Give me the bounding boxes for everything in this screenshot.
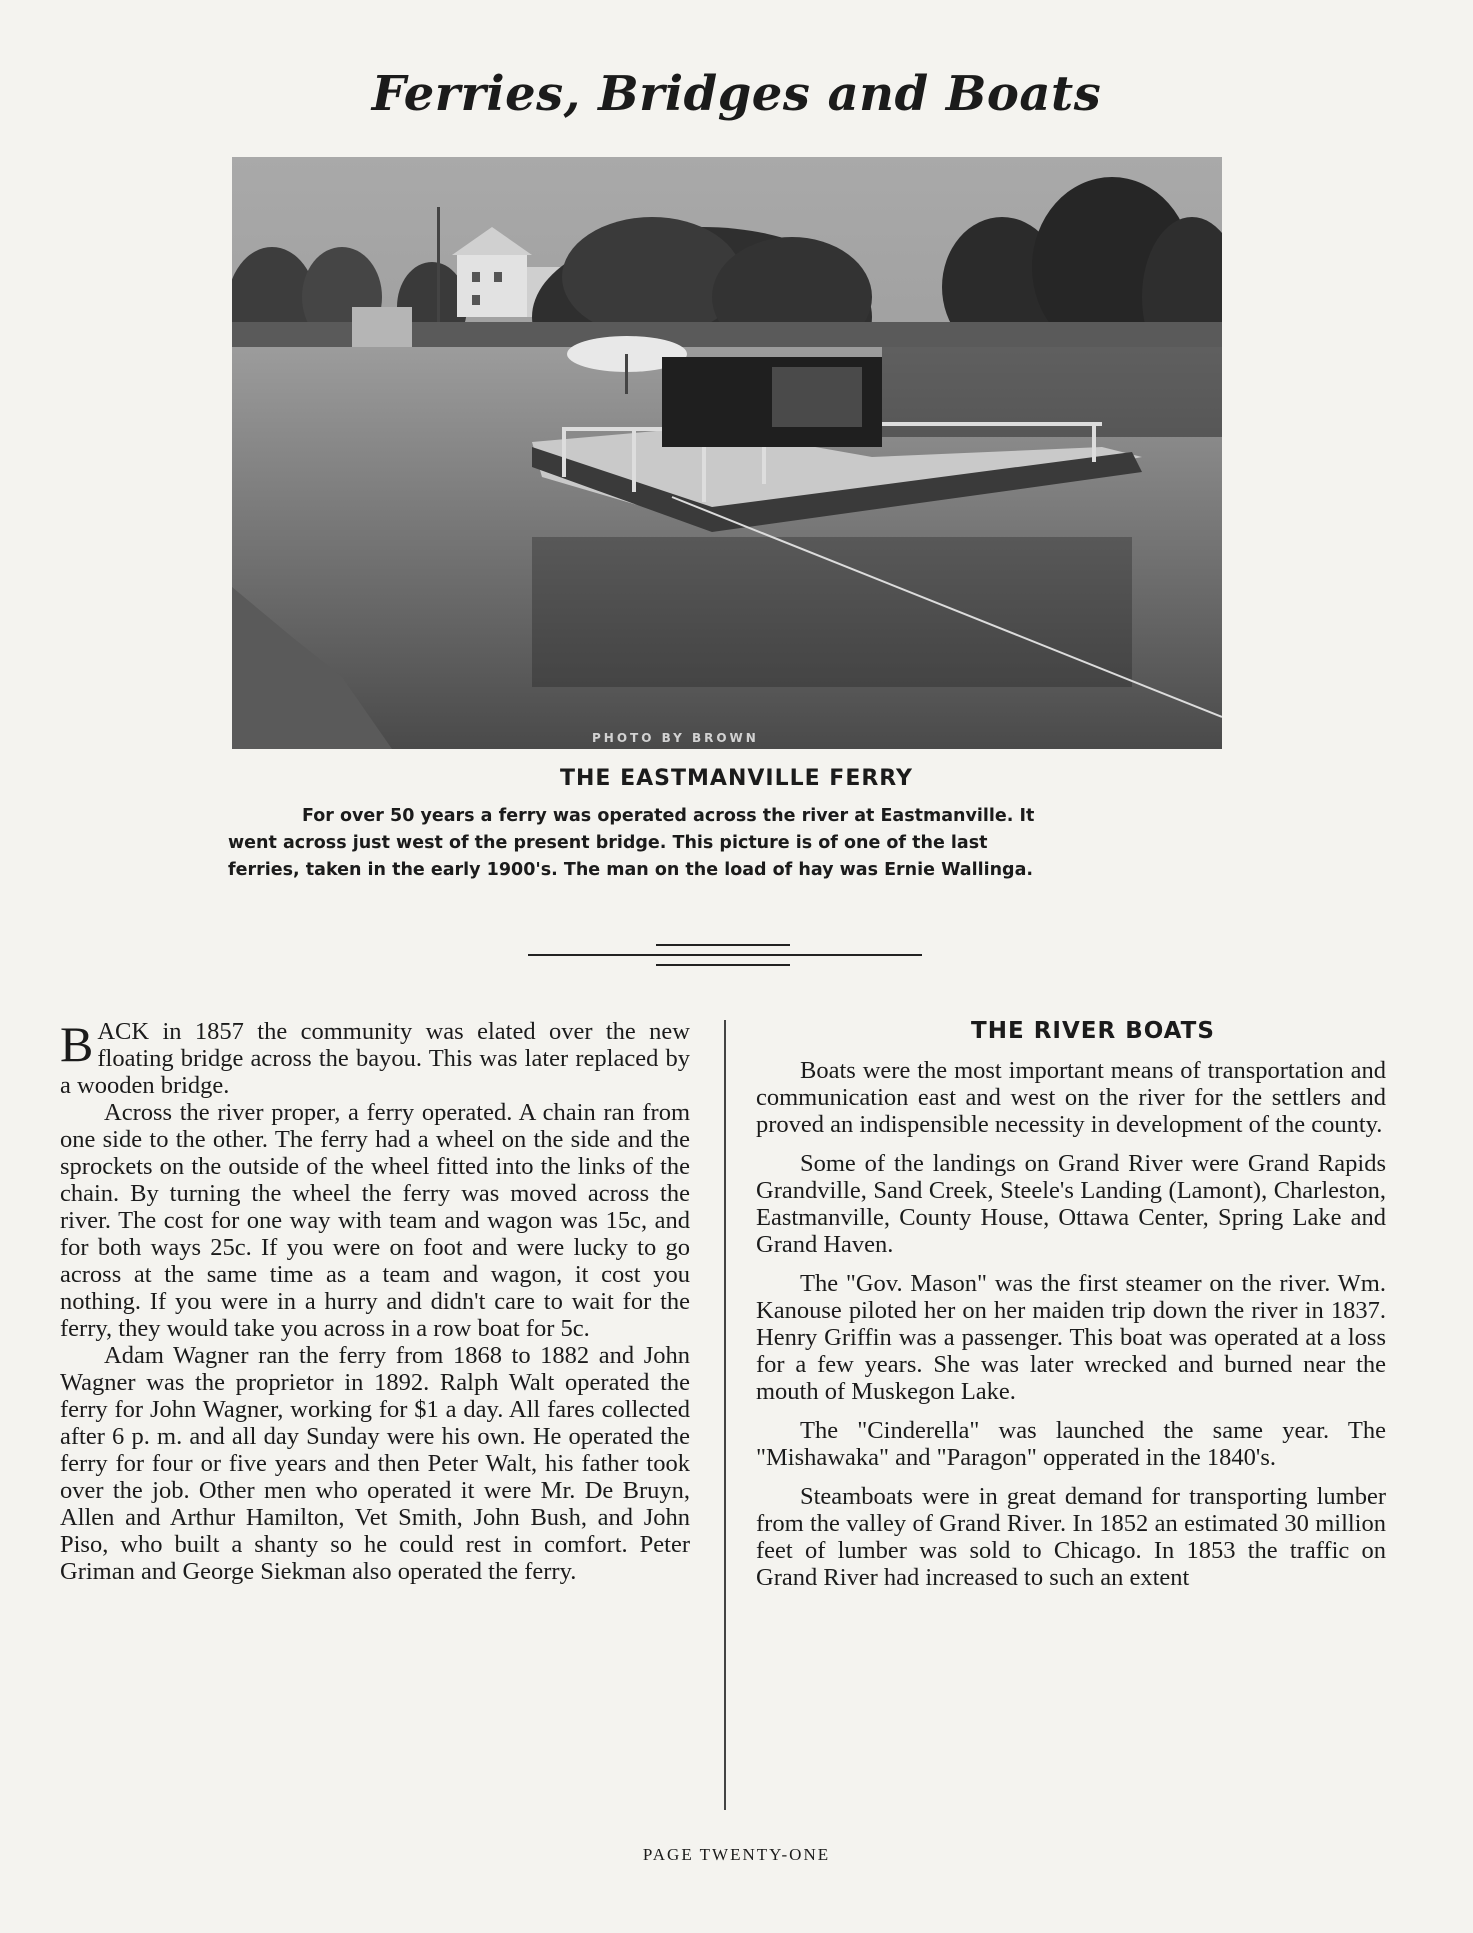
section-heading: THE RIVER BOATS (971, 1018, 1215, 1044)
paragraph: Some of the landings on Grand River were Grand Rapids Grandville, Sand Creek, Steele's Landing (Lamont), Charleston, Eastmanville, County House, Ottawa Center, Spring Lake and Grand Haven. (756, 1150, 1386, 1258)
column-rule (724, 1020, 726, 1810)
divider-line (656, 964, 790, 966)
paragraph: Steamboats were in great demand for transporting lumber from the valley of Grand River. In 1852 an estimated 30 million feet of lumber was sold to Chicago. In 1853 the traffic on Grand River had increased to such an extent (756, 1483, 1386, 1591)
paragraph: Boats were the most important means of transportation and communication east and west on the river for the settlers and proved an indispensible necessity in development of the county. (756, 1057, 1386, 1138)
photo-credit: PHOTO BY BROWN (592, 731, 759, 745)
drop-cap: B (60, 1016, 94, 1072)
paragraph: The "Gov. Mason" was the first steamer on the river. Wm. Kanouse piloted her on her maiden trip down the river in 1837. Henry Griffin was a passenger. This boat was operated at a loss for a few years. She was later wrecked and burned near the mouth of Muskegon Lake. (756, 1270, 1386, 1405)
page-title: Ferries, Bridges and Boats (371, 66, 1102, 122)
right-column (756, 1018, 1386, 1603)
caption-line: For over 50 years a ferry was operated across the river at Eastmanville. It (302, 806, 1035, 826)
caption-line: ferries, taken in the early 1900's. The man on the load of hay was Ernie Wallinga. (228, 860, 1034, 880)
divider-line (528, 954, 922, 956)
divider-line (656, 944, 790, 946)
page-number: PAGE TWENTY-ONE (642, 1845, 831, 1864)
paragraph: BACK in 1857 the community was elated over the new floating bridge across the bayou. This was later replaced by a wooden bridge. (60, 1016, 690, 1099)
paragraph: The "Cinderella" was launched the same year. The "Mishawaka" and "Paragon" opperated in the 1840's. (756, 1417, 1386, 1471)
ferry-photo (232, 157, 1222, 749)
photo-caption (228, 803, 1224, 884)
left-column (60, 1018, 690, 1585)
photo-caption-title: THE EASTMANVILLE FERRY (560, 766, 913, 791)
paragraph: Adam Wagner ran the ferry from 1868 to 1882 and John Wagner was the proprietor in 1892. Ralph Walt operated the ferry for John Wagner, working for $1 a day. All fares collected after 6 p. m. and all day Sunday were his own. He operated the ferry for four or five years and then Peter Walt, his father took over the job. Other men who operated it were Mr. De Bruyn, Allen and Arthur Hamilton, Vet Smith, John Bush, and John Piso, who built a shanty so he could rest in comfort. Peter Griman and George Siekman also operated the ferry. (60, 1342, 690, 1585)
paragraph: Across the river proper, a ferry operated. A chain ran from one side to the other. The ferry had a wheel on the side and the sprockets on the outside of the wheel fitted into the links of the chain. By turning the wheel the ferry was moved across the river. The cost for one way with team and wagon was 15c, and for both ways 25c. If you were on foot and were lucky to go across at the same time as a team and wagon, it cost you nothing. If you were in a hurry and didn't care to wait for the ferry, they would take you across in a row boat for 5c. (60, 1099, 690, 1342)
caption-line: went across just west of the present bridge. This picture is of one of the last (228, 833, 988, 853)
